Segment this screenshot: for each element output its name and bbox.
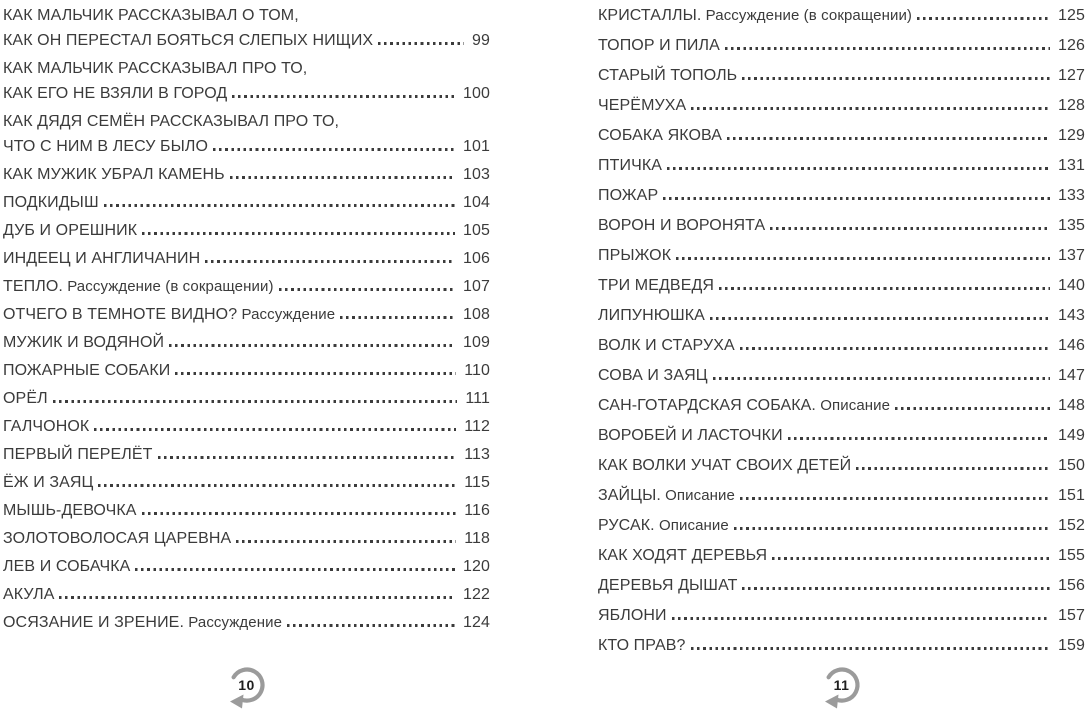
- toc-entry-main-line: [598, 393, 1085, 418]
- toc-entry: [598, 153, 1085, 178]
- dot-leader: [713, 377, 1050, 380]
- toc-entry-main-line: [3, 81, 490, 106]
- toc-entry-main-line: [3, 302, 490, 327]
- toc-entry-title: [3, 442, 153, 467]
- dot-leader: [94, 428, 456, 431]
- toc-entry-title: [598, 93, 686, 118]
- toc-entry-page-number: 157: [1058, 607, 1085, 624]
- toc-entry-main-line: [3, 610, 490, 635]
- toc-entry-title-text: ОТЧЕГО В ТЕМНОТЕ ВИДНО?: [3, 306, 238, 323]
- toc-entry-title-text: ОРЁЛ: [3, 390, 48, 407]
- toc-entry-subtitle: Рассуждение (в сокращении): [701, 7, 913, 24]
- toc-entry: [598, 363, 1085, 388]
- toc-entry-main-line: [598, 183, 1085, 208]
- toc-entry-page-number: 137: [1058, 247, 1085, 264]
- toc-entry-page-number: 110: [464, 362, 490, 379]
- toc-entry-line: КАК МАЛЬЧИК РАССКАЗЫВАЛ О ТОМ,: [3, 7, 299, 24]
- toc-entry-page-number: 112: [464, 418, 490, 435]
- toc-entry-title-text: ЗАЙЦЫ.: [598, 487, 661, 504]
- toc-entry-title-text: КАК МУЖИК УБРАЛ КАМЕНЬ: [3, 166, 225, 183]
- toc-list-left: [3, 3, 490, 635]
- toc-entry-main-line: [598, 333, 1085, 358]
- toc-entry-title: [3, 414, 89, 439]
- dot-leader: [142, 512, 457, 515]
- dot-leader: [213, 148, 455, 151]
- toc-entry: [3, 302, 490, 327]
- toc-entry-title-text: КАК ХОДЯТ ДЕРЕВЬЯ: [598, 547, 768, 564]
- toc-entry-page-number: 122: [463, 586, 490, 603]
- dot-leader: [740, 347, 1050, 350]
- dot-leader: [98, 484, 456, 487]
- toc-entry-title: [3, 526, 231, 551]
- toc-entry: [3, 498, 490, 523]
- toc-entry-subtitle: Рассуждение (в сокращении): [62, 278, 274, 295]
- toc-entry-title: [598, 393, 890, 418]
- dot-leader: [175, 372, 456, 375]
- toc-entry-title-text: МУЖИК И ВОДЯНОЙ: [3, 334, 165, 351]
- toc-entry-title-text: ГАЛЧОНОК: [3, 418, 90, 435]
- toc-entry-title: [3, 246, 200, 271]
- toc-entry-main-line: [3, 554, 490, 579]
- toc-entry-title: [3, 330, 164, 355]
- dot-leader: [378, 42, 464, 45]
- toc-entry-title-text: ВОРОБЕЙ И ЛАСТОЧКИ: [598, 427, 783, 444]
- toc-page-right: [598, 3, 1085, 712]
- toc-entry-main-line: [3, 134, 490, 159]
- toc-entry-title: [598, 123, 722, 148]
- toc-entry-page-number: 104: [463, 194, 490, 211]
- toc-entry-page-number: 118: [464, 530, 490, 547]
- toc-entry: [3, 109, 490, 159]
- toc-entry-title: [3, 470, 93, 495]
- dot-leader: [856, 467, 1050, 470]
- toc-entry-title-text: ПОЖАРНЫЕ СОБАКИ: [3, 362, 171, 379]
- toc-entry-title-text: ЧЕРЁМУХА: [598, 97, 687, 114]
- toc-entry-main-line: [3, 246, 490, 271]
- toc-entry-title-text: КАК ВОЛКИ УЧАТ СВОИХ ДЕТЕЙ: [598, 457, 852, 474]
- toc-entry: [598, 603, 1085, 628]
- toc-entry-page-number: 103: [463, 166, 490, 183]
- toc-entry-main-line: [3, 274, 490, 299]
- toc-entry-title-text: ЛИПУНЮШКА: [598, 307, 705, 324]
- toc-entry-title: [3, 386, 48, 411]
- toc-entry-title: [598, 303, 705, 328]
- toc-entry-main-line: [598, 483, 1085, 508]
- toc-entry-title-text: ЯБЛОНИ: [598, 607, 667, 624]
- toc-entry-main-line: [3, 358, 490, 383]
- dot-leader: [770, 227, 1050, 230]
- toc-entry: [598, 3, 1085, 28]
- toc-entry-main-line: [3, 582, 490, 607]
- toc-entry-main-line: [598, 243, 1085, 268]
- toc-entry: [598, 213, 1085, 238]
- toc-entry-page-number: 109: [463, 334, 490, 351]
- toc-entry-main-line: [3, 442, 490, 467]
- dot-leader: [772, 557, 1050, 560]
- toc-entry-title-text: ЛЕВ И СОБАЧКА: [3, 558, 131, 575]
- toc-entry-main-line: [598, 303, 1085, 328]
- toc-entry-title-text: ОСЯЗАНИЕ И ЗРЕНИЕ.: [3, 614, 184, 631]
- toc-entry-main-line: [598, 633, 1085, 658]
- toc-entry-page-number: 148: [1058, 397, 1085, 414]
- toc-entry-title: [3, 582, 54, 607]
- toc-entry-title: [598, 3, 912, 28]
- toc-entry-title-text: КТО ПРАВ?: [598, 637, 686, 654]
- toc-entry-title-text: ДЕРЕВЬЯ ДЫШАТ: [598, 577, 738, 594]
- toc-entry-page-number: 115: [464, 474, 490, 491]
- toc-entry-page-number: 140: [1058, 277, 1085, 294]
- toc-entry-title-text: ПОДКИДЫШ: [3, 194, 99, 211]
- toc-entry-main-line: [3, 470, 490, 495]
- toc-entry-main-line: [598, 543, 1085, 568]
- toc-page-left: [3, 3, 490, 712]
- toc-entry: [3, 442, 490, 467]
- toc-entry: [598, 633, 1085, 658]
- toc-entry-subtitle: Описание: [654, 517, 729, 534]
- toc-entry-title: [598, 573, 737, 598]
- toc-entry-title-text: ТОПОР И ПИЛА: [598, 37, 720, 54]
- toc-entry-main-line: [598, 453, 1085, 478]
- toc-entry: [598, 543, 1085, 568]
- toc-entry-title: [598, 153, 662, 178]
- dot-leader: [788, 437, 1050, 440]
- toc-entry-line: КАК ДЯДЯ СЕМЁН РАССКАЗЫВАЛ ПРО ТО,: [3, 113, 340, 130]
- page-number-badge: [227, 664, 267, 711]
- toc-entry-page-number: 155: [1058, 547, 1085, 564]
- toc-entry-title-text: ПРЫЖОК: [598, 247, 672, 264]
- dot-leader: [230, 176, 455, 179]
- toc-entry-page-number: 126: [1058, 37, 1085, 54]
- toc-entry-title: [598, 273, 714, 298]
- toc-entry: [3, 414, 490, 439]
- toc-entry: [3, 190, 490, 215]
- dot-leader: [917, 17, 1050, 20]
- toc-entry-title: [598, 423, 783, 448]
- toc-entry-title: [598, 633, 686, 658]
- toc-entry-title-text: РУСАК.: [598, 517, 655, 534]
- toc-entry-main-line: [3, 330, 490, 355]
- toc-entry-page-number: 159: [1058, 637, 1085, 654]
- toc-entry-page-number: 108: [463, 306, 490, 323]
- dot-leader: [727, 137, 1050, 140]
- toc-entry-page-number: 111: [465, 390, 490, 407]
- toc-entry: [3, 386, 490, 411]
- dot-leader: [663, 197, 1050, 200]
- dot-leader: [287, 624, 455, 627]
- toc-entry-page-number: 150: [1058, 457, 1085, 474]
- toc-entry-title: [598, 243, 671, 268]
- dot-leader: [205, 260, 455, 263]
- toc-entry-main-line: [598, 603, 1085, 628]
- dot-leader: [691, 647, 1050, 650]
- toc-entry-page-number: 105: [463, 222, 490, 239]
- toc-entry: [598, 93, 1085, 118]
- toc-entry-subtitle: Рассуждение: [237, 306, 336, 323]
- toc-entry-page-number: 120: [463, 558, 490, 575]
- toc-entry: [598, 273, 1085, 298]
- toc-entry-title: [3, 302, 335, 327]
- dot-leader: [691, 107, 1050, 110]
- toc-entry-main-line: [3, 386, 490, 411]
- toc-entry: [3, 274, 490, 299]
- toc-entry-page-number: 124: [463, 614, 490, 631]
- toc-entry-page-number: 135: [1058, 217, 1085, 234]
- toc-entry-page-number: 106: [463, 250, 490, 267]
- toc-entry-title: [598, 333, 735, 358]
- toc-entry-main-line: [598, 93, 1085, 118]
- toc-entry-page-number: 113: [464, 446, 490, 463]
- toc-entry-title-text: ДУБ И ОРЕШНИК: [3, 222, 138, 239]
- dot-leader: [719, 287, 1050, 290]
- toc-entry: [3, 358, 490, 383]
- toc-entry-page-number: 147: [1058, 367, 1085, 384]
- toc-entry-title-text: ПТИЧКА: [598, 157, 663, 174]
- dot-leader: [104, 204, 455, 207]
- toc-entry: [598, 33, 1085, 58]
- toc-entry-page-number: 101: [463, 138, 490, 155]
- toc-entry-extra-lines: [3, 109, 490, 134]
- dot-leader: [734, 527, 1050, 530]
- toc-entry-title-text: ПОЖАР: [598, 187, 659, 204]
- page-number-badge: [822, 664, 862, 711]
- toc-entry-main-line: [598, 513, 1085, 538]
- toc-entry-main-line: [598, 573, 1085, 598]
- dot-leader: [742, 587, 1050, 590]
- toc-entry: [3, 526, 490, 551]
- toc-entry-title-text: СТАРЫЙ ТОПОЛЬ: [598, 67, 738, 84]
- dot-leader: [672, 617, 1050, 620]
- toc-entry-line: КАК МАЛЬЧИК РАССКАЗЫВАЛ ПРО ТО,: [3, 60, 308, 77]
- toc-entry-page-number: 100: [463, 85, 490, 102]
- toc-entry-title-text: ВОРОН И ВОРОНЯТА: [598, 217, 766, 234]
- toc-entry-page-number: 129: [1058, 127, 1085, 144]
- toc-entry-main-line: [598, 213, 1085, 238]
- dot-leader: [59, 596, 455, 599]
- toc-entry-page-number: 131: [1058, 157, 1085, 174]
- dot-leader: [279, 288, 455, 291]
- toc-entry-page-number: 107: [463, 278, 490, 295]
- toc-entry-title-text: ЁЖ И ЗАЯЦ: [3, 474, 94, 491]
- toc-entry-main-line: [598, 273, 1085, 298]
- toc-entry-main-line: [3, 498, 490, 523]
- toc-entry-title: [3, 81, 227, 106]
- toc-entry-page-number: 125: [1058, 7, 1085, 24]
- toc-entry: [3, 246, 490, 271]
- dot-leader: [142, 232, 455, 235]
- toc-entry: [598, 573, 1085, 598]
- dot-leader: [667, 167, 1050, 170]
- toc-entry: [3, 330, 490, 355]
- toc-entry-page-number: 116: [464, 502, 490, 519]
- toc-entry-page-number: 128: [1058, 97, 1085, 114]
- toc-entry: [598, 393, 1085, 418]
- toc-entry: [3, 554, 490, 579]
- toc-entry: [598, 243, 1085, 268]
- toc-entry-main-line: [3, 28, 490, 53]
- toc-entry-title: [3, 28, 373, 53]
- toc-entry: [3, 470, 490, 495]
- toc-entry-title-text: ТЕПЛО.: [3, 278, 63, 295]
- toc-entry-title-text: ТРИ МЕДВЕДЯ: [598, 277, 715, 294]
- toc-entry: [598, 513, 1085, 538]
- toc-entry-page-number: 133: [1058, 187, 1085, 204]
- page-number: 10: [238, 677, 255, 693]
- toc-entry-title: [3, 162, 225, 187]
- toc-entry-title: [598, 603, 667, 628]
- toc-entry-title-text: САН-ГОТАРДСКАЯ СОБАКА.: [598, 397, 816, 414]
- toc-entry-title: [598, 513, 729, 538]
- toc-entry-title-text: ИНДЕЕЦ И АНГЛИЧАНИН: [3, 250, 201, 267]
- toc-entry-title: [3, 358, 170, 383]
- toc-entry-main-line: [598, 63, 1085, 88]
- dot-leader: [742, 77, 1050, 80]
- toc-entry: [598, 183, 1085, 208]
- toc-entry: [598, 333, 1085, 358]
- toc-entry-page-number: 151: [1058, 487, 1085, 504]
- page-number: 11: [833, 677, 850, 693]
- toc-entry-title: [3, 610, 282, 635]
- toc-entry-page-number: 99: [472, 32, 490, 49]
- toc-entry-title: [598, 213, 765, 238]
- toc-entry-title-text: КАК ОН ПЕРЕСТАЛ БОЯТЬСЯ СЛЕПЫХ НИЩИХ: [3, 32, 374, 49]
- toc-entry-title: [3, 498, 137, 523]
- toc-entry-title-text: СОВА И ЗАЯЦ: [598, 367, 708, 384]
- toc-entry-page-number: 146: [1058, 337, 1085, 354]
- dot-leader: [340, 316, 455, 319]
- toc-entry-title-text: МЫШЬ-ДЕВОЧКА: [3, 502, 137, 519]
- toc-entry-title: [598, 483, 735, 508]
- toc-entry: [3, 582, 490, 607]
- toc-entry-page-number: 143: [1058, 307, 1085, 324]
- toc-entry: [598, 423, 1085, 448]
- toc-entry-main-line: [598, 363, 1085, 388]
- toc-entry-title: [3, 274, 274, 299]
- toc-entry-page-number: 149: [1058, 427, 1085, 444]
- toc-entry: [3, 218, 490, 243]
- toc-entry-title-text: ЗОЛОТОВОЛОСАЯ ЦАРЕВНА: [3, 530, 232, 547]
- toc-entry-page-number: 127: [1058, 67, 1085, 84]
- toc-entry-title: [598, 363, 708, 388]
- toc-entry-subtitle: Рассуждение: [184, 614, 283, 631]
- dot-leader: [236, 540, 456, 543]
- toc-entry-subtitle: Описание: [815, 397, 891, 414]
- toc-entry: [598, 303, 1085, 328]
- toc-entry-extra-lines: [3, 3, 490, 28]
- toc-entry-main-line: [3, 414, 490, 439]
- toc-entry-title-text: АКУЛА: [3, 586, 55, 603]
- dot-leader: [710, 317, 1050, 320]
- toc-entry-title: [3, 554, 130, 579]
- toc-entry-main-line: [598, 123, 1085, 148]
- toc-entry-title-text: КАК ЕГО НЕ ВЗЯЛИ В ГОРОД: [3, 85, 228, 102]
- toc-entry-title: [598, 543, 767, 568]
- toc-entry-main-line: [598, 33, 1085, 58]
- toc-entry: [598, 483, 1085, 508]
- toc-entry-main-line: [598, 153, 1085, 178]
- dot-leader: [725, 47, 1050, 50]
- toc-entry-title: [3, 218, 137, 243]
- toc-entry-main-line: [598, 3, 1085, 28]
- toc-entry: [3, 3, 490, 53]
- dot-leader: [895, 407, 1050, 410]
- toc-entry: [3, 56, 490, 106]
- toc-entry-page-number: 152: [1058, 517, 1085, 534]
- toc-entry-page-number: 156: [1058, 577, 1085, 594]
- toc-entry-title: [598, 453, 851, 478]
- toc-entry-title: [3, 190, 99, 215]
- toc-entry: [3, 610, 490, 635]
- dot-leader: [232, 95, 455, 98]
- dot-leader: [676, 257, 1050, 260]
- dot-leader: [169, 344, 455, 347]
- toc-entry: [3, 162, 490, 187]
- dot-leader: [53, 400, 458, 403]
- toc-entry-subtitle: Описание: [660, 487, 735, 504]
- dot-leader: [135, 568, 455, 571]
- toc-entry-title-text: СОБАКА ЯКОВА: [598, 127, 723, 144]
- toc-entry-title-text: ВОЛК И СТАРУХА: [598, 337, 735, 354]
- toc-entry-title: [3, 134, 208, 159]
- toc-entry-title-text: КРИСТАЛЛЫ.: [598, 7, 702, 24]
- toc-list-right: [598, 3, 1085, 658]
- toc-entry-main-line: [3, 162, 490, 187]
- toc-entry-title-text: ЧТО С НИМ В ЛЕСУ БЫЛО: [3, 138, 209, 155]
- toc-entry-main-line: [598, 423, 1085, 448]
- toc-entry-title: [598, 33, 720, 58]
- dot-leader: [158, 456, 457, 459]
- toc-entry-main-line: [3, 218, 490, 243]
- toc-entry-title: [598, 183, 658, 208]
- toc-entry-main-line: [3, 526, 490, 551]
- toc-entry-title-text: ПЕРВЫЙ ПЕРЕЛЁТ: [3, 446, 153, 463]
- toc-entry-extra-lines: [3, 56, 490, 81]
- toc-entry-title: [598, 63, 737, 88]
- toc-entry: [598, 63, 1085, 88]
- dot-leader: [740, 497, 1050, 500]
- toc-entry: [598, 123, 1085, 148]
- toc-entry: [598, 453, 1085, 478]
- toc-entry-main-line: [3, 190, 490, 215]
